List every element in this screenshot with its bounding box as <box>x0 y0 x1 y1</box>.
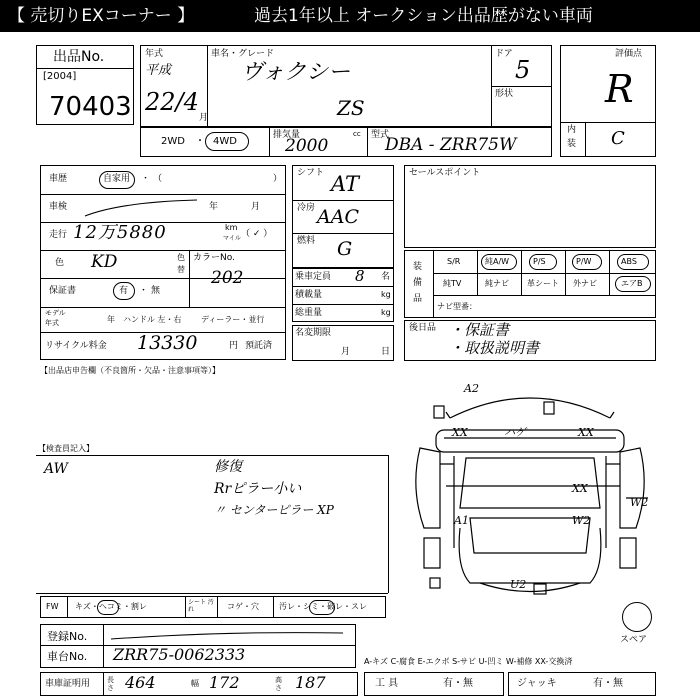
legend-burn: コゲ・穴 <box>227 602 259 611</box>
registration-label: 登録No. <box>47 630 88 643</box>
banner-left-text: 【 売切りEXコーナー 】 <box>8 6 195 26</box>
mark-w2-edge: W2 <box>630 496 649 509</box>
mark-u2: U2 <box>510 578 527 591</box>
mark-xx-side: XX <box>572 482 588 495</box>
color-label: 色 <box>55 258 65 268</box>
displacement-label: 排気量 <box>273 130 301 140</box>
history-own: 自家用 <box>103 174 131 184</box>
mileage-value: 12万5880 <box>73 222 167 243</box>
capacity-label: 乗車定員 <box>295 272 332 282</box>
weight-label: 総重量 <box>295 308 323 318</box>
handle-label: ハンドル 左・右 <box>123 315 182 324</box>
model-label: 車名・グレード <box>211 49 275 59</box>
score-value: R <box>605 67 634 111</box>
color-code: 202 <box>211 268 244 288</box>
spare-label: スペア <box>620 635 648 645</box>
load-label: 積載量 <box>295 290 323 300</box>
displacement-unit: cc <box>353 130 361 138</box>
equipment-box: 装 備 品 S/R 純A/W P/S P/W ABS 純TV 純ナビ 革シート 外ナビ エアB ナビ型番： <box>404 250 656 318</box>
equip-leather: 革シート <box>527 279 559 288</box>
fuel-value: G <box>337 238 353 260</box>
warranty-yes: 有 <box>119 286 129 296</box>
fuel-label: 燃料 <box>297 236 316 246</box>
accessories-label: 後日品 <box>409 323 437 333</box>
tools-value: 有・無 <box>443 678 473 689</box>
legend-stain: 汚レ・シミ・破レ・スレ <box>279 602 367 611</box>
inspector-note-left: AW <box>44 461 68 477</box>
interior-label-1: 内 <box>567 125 577 135</box>
jack-value: 有・無 <box>593 678 623 689</box>
cert-label: 車庫証明用 <box>45 679 91 689</box>
name-change-box: 名変期限 月 日 <box>292 325 394 361</box>
accessory-item-2: ・取扱説明書 <box>449 339 540 357</box>
navi-model-label: ナビ型番： <box>437 302 477 311</box>
legend-fw: FW <box>46 602 59 611</box>
ac-value: AAC <box>317 206 359 228</box>
mark-a2: A2 <box>464 382 479 395</box>
accessory-item-1: ・保証書 <box>449 321 510 339</box>
equip-ext-navi: 外ナビ <box>573 279 597 288</box>
tools-label: 工 具 <box>375 678 399 689</box>
interior-value: C <box>611 128 625 149</box>
banner-right-text: 過去1年以上 オークション出品歴がない車両 <box>254 6 593 26</box>
capacity-box: 乗車定員 8 名 積載量 kg 総重量 kg <box>292 268 394 322</box>
lot-number-box <box>36 45 134 125</box>
doors-value: 5 <box>515 56 531 84</box>
mark-a1: A1 <box>454 514 469 527</box>
accessories-box <box>404 320 656 361</box>
cert-length: 464 <box>125 673 156 692</box>
model-name: ヴォクシー <box>241 60 351 85</box>
year-label: 年式 <box>145 49 164 59</box>
year-value: 22/4 <box>145 88 199 116</box>
warranty-label: 保証書 <box>49 286 77 296</box>
tools-box <box>364 672 504 696</box>
equip-abs: ABS <box>621 257 637 266</box>
type-value: DBA - ZRR75W <box>385 135 517 155</box>
seller-report-label: 【出品店申告欄（不良箇所・欠品・注意事項等）】 <box>40 366 220 375</box>
legend-dent: キズ・ヘコミ・割レ <box>75 602 147 611</box>
score-label: 評価点 <box>615 49 643 59</box>
mark-xx-left: XX <box>452 426 468 439</box>
equip-airbag: エアB <box>621 279 643 288</box>
dealer-label: ディーラー・並行 <box>201 315 265 324</box>
equip-aw: 純A/W <box>485 257 510 266</box>
vehicle-details-box: 車歴 自家用 ・ （ ） 車検 年 月 走行 12万5880 km マイル （ ✓ ） 色 KD 色 替 カラーNo. 202 保証書 有 ・ 無 モデル 年式 年 ハンドル 左・右 ディーラー・並行 リサイクル料金 13330 円 預託済 <box>40 165 286 360</box>
equip-pw: P/W <box>576 257 592 266</box>
drive-row: 2WD ・ 4WD 排気量 cc 2000 型式 DBA - ZRR75W <box>140 127 552 157</box>
name-change-label: 名変期限 <box>295 328 332 338</box>
lot-stamp: [2004] <box>43 71 77 82</box>
inspector-note-3: 〃 センターピラー XP <box>214 503 334 517</box>
damage-codes: A-キズ C-腐食 E-エクボ S-サビ U-凹ミ W-補修 XX-交換済 <box>364 657 573 666</box>
mark-xx-right: XX <box>578 426 594 439</box>
sales-point-box <box>404 165 656 248</box>
recycle-value: 13330 <box>137 332 198 354</box>
registration-strike <box>107 627 347 643</box>
ac-label: 冷房 <box>297 203 316 213</box>
garage-cert-box: 車庫証明用 長さ 464 幅 172 高さ 187 <box>40 672 358 696</box>
vehicle-info-box <box>140 45 552 127</box>
drive-4wd: 4WD <box>213 136 237 147</box>
registration-box <box>40 624 356 668</box>
sales-point-label: セールスポイント <box>409 168 481 178</box>
drive-4wd-circle <box>205 132 249 151</box>
recycle-note: 預託済 <box>245 341 273 351</box>
color-code-label: カラーNo. <box>193 253 235 263</box>
cert-height: 187 <box>295 673 326 692</box>
jack-label: ジャッキ <box>517 678 557 689</box>
inspector-note-2: Rrピラー小い <box>214 481 302 497</box>
header-banner <box>0 0 700 32</box>
mark-w2: W2 <box>572 514 591 527</box>
car-damage-diagram <box>410 378 650 608</box>
equip-ps: P/S <box>533 257 546 266</box>
jack-box <box>508 672 656 696</box>
interior-label-2: 装 <box>567 139 577 149</box>
equip-tv: 純TV <box>443 279 462 288</box>
type-label: 型式 <box>371 130 390 140</box>
inspection-label: 車検 <box>49 202 68 212</box>
shape-label: 形状 <box>495 89 514 99</box>
inspection-strike <box>81 196 201 220</box>
recycle-label: リサイクル料金 <box>45 341 107 351</box>
doors-label: ドア <box>495 49 513 59</box>
lot-number: 70403 <box>49 92 132 122</box>
inspector-label: 【検査員記入】 <box>38 444 94 453</box>
chassis-label: 車台No. <box>47 650 88 663</box>
displacement-value: 2000 <box>285 136 329 156</box>
lot-label: 出品No. <box>53 49 105 65</box>
drive-2wd: 2WD <box>161 136 185 147</box>
shift-label: シフト <box>297 168 325 178</box>
score-box <box>560 45 656 157</box>
inspector-note-1: 修復 <box>214 459 242 475</box>
shift-value: AT <box>331 172 360 196</box>
cert-width: 172 <box>209 673 240 692</box>
mileage-check: （ ✓ ） <box>241 229 273 239</box>
legend-seat: シート 汚れ <box>188 599 214 613</box>
equip-sr: S/R <box>447 257 461 266</box>
chassis-value: ZRR75-0062333 <box>113 645 246 664</box>
year-month-unit: 月 <box>199 113 209 123</box>
color-value: KD <box>91 252 118 272</box>
capacity-value: 8 <box>355 267 365 285</box>
damage-legend <box>40 596 386 618</box>
spare-tire-icon <box>622 602 652 632</box>
equip-navi: 純ナビ <box>485 279 509 288</box>
mileage-label: 走行 <box>49 230 68 240</box>
history-label: 車歴 <box>49 174 68 184</box>
model-grade: ZS <box>337 96 365 120</box>
year-era: 平成 <box>145 63 172 78</box>
drivetrain-box <box>292 165 394 268</box>
mark-hage: ハゲ <box>504 426 526 439</box>
